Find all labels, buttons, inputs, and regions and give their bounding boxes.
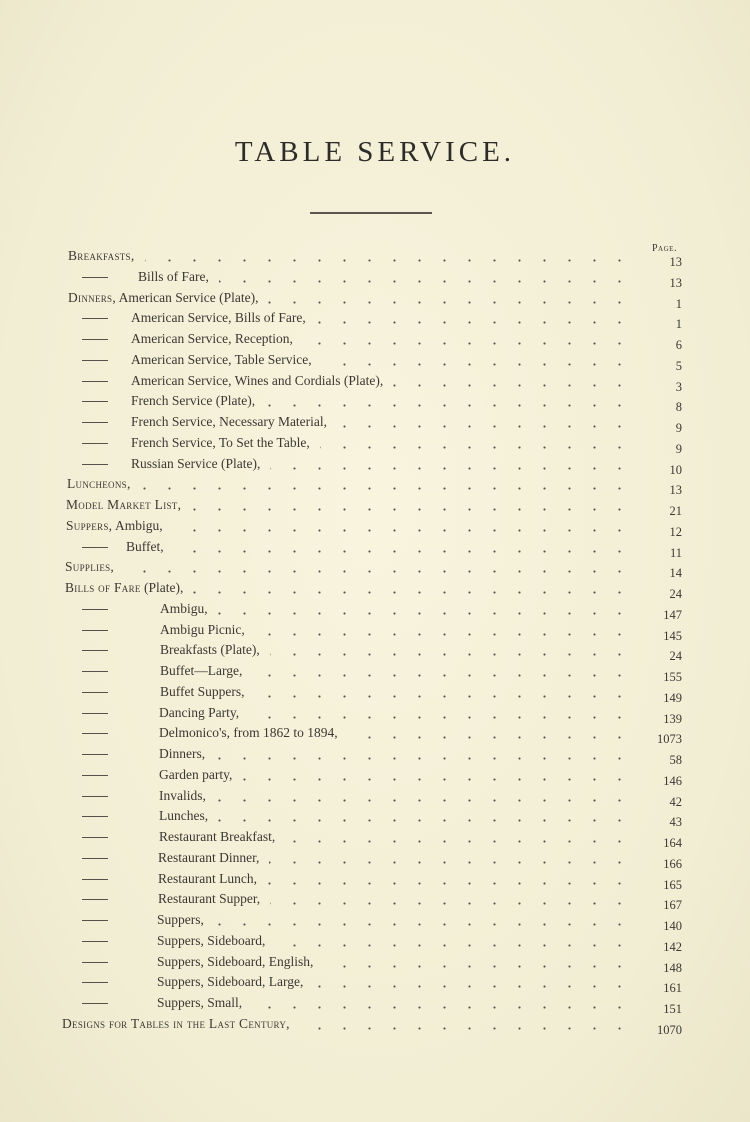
toc-entry [0,1014,750,1035]
entry-label [157,931,265,952]
toc-entry [0,433,750,454]
entry-label [131,433,310,454]
entry-label [62,1014,290,1035]
entry-text: Restaurant Lunch, [158,870,257,886]
page-number: 147 [663,607,682,622]
toc-entry [0,640,750,664]
dot-leader [268,301,632,304]
toc-entry [0,246,750,267]
page-number: 165 [663,877,682,892]
toc-entry [0,454,750,475]
dot-leader [218,612,632,615]
toc-entry [0,806,750,830]
ditto-dash [82,796,108,797]
entry-label [157,910,204,931]
toc-entry [0,786,750,807]
dot-leader [174,550,632,553]
ditto-dash [82,318,108,319]
dot-leader [255,695,632,698]
entry-label [65,578,183,599]
toc-entry [0,391,750,415]
entry-text: Suppers, Small, [157,995,243,1010]
entry-label [159,786,206,807]
entry-text: Dancing Party, [159,704,240,720]
toc-entry [0,931,750,952]
toc-entry [0,288,750,309]
page-number: 155 [663,670,682,684]
dot-leader [216,799,632,802]
entry-label [131,391,255,412]
entry-heading: Dinners, [68,289,117,305]
entry-label [160,620,245,641]
entry-label [159,806,208,827]
entry-label [159,703,239,724]
toc-entry [0,661,750,682]
ditto-dash [82,899,108,900]
toc-entry [0,537,750,558]
dot-leader [316,321,632,324]
page-number: 9 [675,421,682,435]
entry-label [131,350,312,371]
ditto-dash [82,422,108,423]
dot-leader [323,965,632,968]
toc-entry [0,827,750,848]
toc-entry [0,682,750,703]
page-number: 43 [669,815,682,830]
page-number: 1 [675,317,682,332]
entry-label [68,288,258,309]
toc-entry [0,910,750,931]
entry-text: Suppers, Sideboard, [157,932,266,948]
entry-heading: Luncheons, [67,476,131,492]
ditto-dash [82,547,108,548]
toc-entry [0,723,750,747]
dot-leader [249,716,632,719]
toc-entry [0,620,750,641]
toc-entry [0,557,750,581]
ditto-dash [82,609,108,610]
dot-leader [348,736,632,739]
toc-entry [0,972,750,996]
entry-text: Ambigu, [112,517,163,533]
table-of-contents [0,246,750,1035]
entry-text: Restaurant Dinner, [158,849,260,865]
entry-label [158,848,259,869]
page-number: 8 [675,400,682,415]
entry-text: Ambigu Picnic, [160,621,245,637]
page-number: 13 [669,275,682,290]
dot-leader [252,674,632,677]
entry-label [126,537,164,558]
dot-leader [269,861,632,864]
entry-label [157,972,303,993]
dot-leader [337,425,632,428]
toc-entry [0,765,750,786]
entry-text: Ambigu, [160,600,208,616]
entry-label [158,869,257,890]
toc-entry [0,474,750,498]
page-number: 24 [669,587,682,601]
ditto-dash [82,837,108,838]
entry-label [158,889,260,910]
entry-heading: Designs for Tables in the Last Century, [62,1015,290,1031]
dot-leader [267,882,632,885]
entry-label [131,454,260,475]
ditto-dash [82,630,108,631]
entry-label [160,682,245,703]
page-number: 11 [669,545,682,560]
ditto-dash [82,650,108,651]
title-rule [310,212,432,214]
dot-leader [270,902,632,905]
entry-text: Garden party, [159,766,233,782]
ditto-dash [82,733,108,734]
ditto-dash [82,920,108,921]
page-number: 164 [663,836,682,850]
page-column-header: Page. [652,243,677,254]
dot-leader [270,467,632,470]
ditto-dash [82,1003,108,1004]
ditto-dash [82,754,108,755]
page-number: 167 [663,898,682,913]
dot-leader [141,487,632,490]
toc-entry [0,329,750,350]
toc-entry [0,993,750,1014]
entry-label [159,827,275,848]
toc-entry [0,350,750,371]
dot-leader [393,384,632,387]
ditto-dash [82,816,108,817]
toc-entry [0,495,750,516]
entry-text: Suppers, Sideboard, Large, [157,974,304,990]
page-number: 151 [663,1002,682,1016]
entry-label [160,640,260,661]
page-number: 139 [663,711,682,726]
ditto-dash [82,671,108,672]
page-number: 149 [663,690,682,705]
entry-label [68,246,135,267]
entry-text: Buffet, [126,538,164,554]
entry-text: American Service (Plate), [116,289,259,305]
entry-text: Lunches, [159,808,209,824]
ditto-dash [82,277,108,278]
entry-text: American Service, Bills of Fare, [131,310,306,326]
entry-label [67,474,131,495]
dot-leader [270,653,632,656]
entry-label [159,723,338,744]
ditto-dash [82,401,108,402]
entry-label [159,744,205,765]
page-number: 13 [669,255,682,269]
page-number: 58 [669,753,682,767]
entry-text: Restaurant Supper, [158,891,261,907]
entry-text: (Plate), [140,580,184,595]
toc-entry [0,599,750,620]
toc-entry [0,267,750,288]
ditto-dash [82,713,108,714]
entry-text: French Service, Necessary Material, [131,414,328,429]
toc-entry [0,952,750,973]
toc-entry [0,412,750,433]
page-number: 3 [675,379,682,394]
ditto-dash [82,381,108,382]
entry-label [157,993,242,1014]
page-number: 166 [663,856,682,871]
dot-leader [255,633,632,636]
entry-heading: Breakfasts, [68,248,135,263]
page-number: 14 [669,566,682,581]
entry-text: Dinners, [159,746,206,761]
ditto-dash [82,339,108,340]
dot-leader [320,446,632,449]
entry-text: Restaurant Breakfast, [159,829,276,844]
dot-leader [215,757,632,760]
entry-text: American Service, Table Service, [131,351,312,367]
page-number: 146 [663,773,682,788]
toc-entry [0,744,750,765]
ditto-dash [82,962,108,963]
page-number: 161 [663,981,682,996]
entry-text: Buffet—Large, [160,663,243,678]
page-number: 12 [669,524,682,539]
dot-leader [191,508,632,511]
page-number: 6 [675,338,682,352]
page-number: 142 [663,939,682,954]
entry-text: Russian Service (Plate), [131,455,261,471]
ditto-dash [82,464,108,465]
toc-entry [0,371,750,392]
entry-text: French Service, To Set the Table, [131,434,310,450]
toc-entry [0,308,750,332]
entry-text: French Service (Plate), [131,393,256,409]
page-number: 24 [669,649,682,664]
ditto-dash [82,858,108,859]
ditto-dash [82,775,108,776]
dot-leader [303,342,632,345]
entry-heading: Model Market List, [66,497,182,512]
dot-leader [173,529,632,532]
entry-label [160,599,208,620]
dot-leader [300,1027,632,1030]
page-number: 5 [675,358,682,373]
dot-leader [322,363,632,366]
entry-label [159,765,232,786]
toc-entry [0,516,750,537]
ditto-dash [82,982,108,983]
entry-heading: Suppers, [66,517,113,533]
entry-label [160,661,242,682]
entry-text: Suppers, Sideboard, English, [157,953,314,969]
dot-leader [265,404,632,407]
entry-label [131,308,306,329]
entry-heading: Bills of Fare [65,580,141,595]
page-number: 1 [675,296,682,311]
entry-label [66,516,163,537]
ditto-dash [82,692,108,693]
dot-leader [145,259,632,262]
entry-label [66,495,181,516]
page-number: 42 [669,794,682,809]
entry-text: American Service, Wines and Cordials (Plate), [131,372,384,388]
dot-leader [214,923,632,926]
dot-leader [124,570,632,573]
entry-label [65,557,114,578]
dot-leader [218,819,632,822]
dot-leader [242,778,632,781]
page-number: 9 [675,441,682,456]
page-number: 148 [663,960,682,975]
dot-leader [313,985,632,988]
toc-entry [0,578,750,599]
toc-entry [0,848,750,869]
entry-text: American Service, Reception, [131,331,293,346]
dot-leader [219,280,632,283]
page-title: TABLE SERVICE. [234,136,516,168]
ditto-dash [82,360,108,361]
entry-text: Bills of Fare, [138,268,209,284]
entry-text: Suppers, [157,912,204,927]
dot-leader [275,944,632,947]
entry-text: Breakfasts (Plate), [160,642,260,658]
page-number: 1073 [657,732,682,747]
toc-entry [0,703,750,724]
dot-leader [193,591,632,594]
ditto-dash [82,879,108,880]
page-number: 140 [663,919,682,933]
page-number: 13 [669,483,682,498]
toc-entry [0,889,750,913]
entry-label [131,371,383,392]
entry-text: Buffet Suppers, [160,683,245,699]
page-number: 1070 [657,1022,682,1037]
entry-label [131,329,293,350]
dot-leader [252,1006,632,1009]
toc-entry [0,869,750,890]
page-number: 145 [663,628,682,643]
entry-text: Invalids, [159,787,206,803]
entry-text: Delmonico's, from 1862 to 1894, [159,725,338,741]
page-number: 10 [669,462,682,477]
ditto-dash [82,941,108,942]
page-number: 21 [669,504,682,518]
ditto-dash [82,443,108,444]
entry-label [131,412,327,433]
entry-label [138,267,209,288]
dot-leader [285,840,632,843]
entry-heading: Supplies, [65,559,115,575]
entry-label [157,952,313,973]
